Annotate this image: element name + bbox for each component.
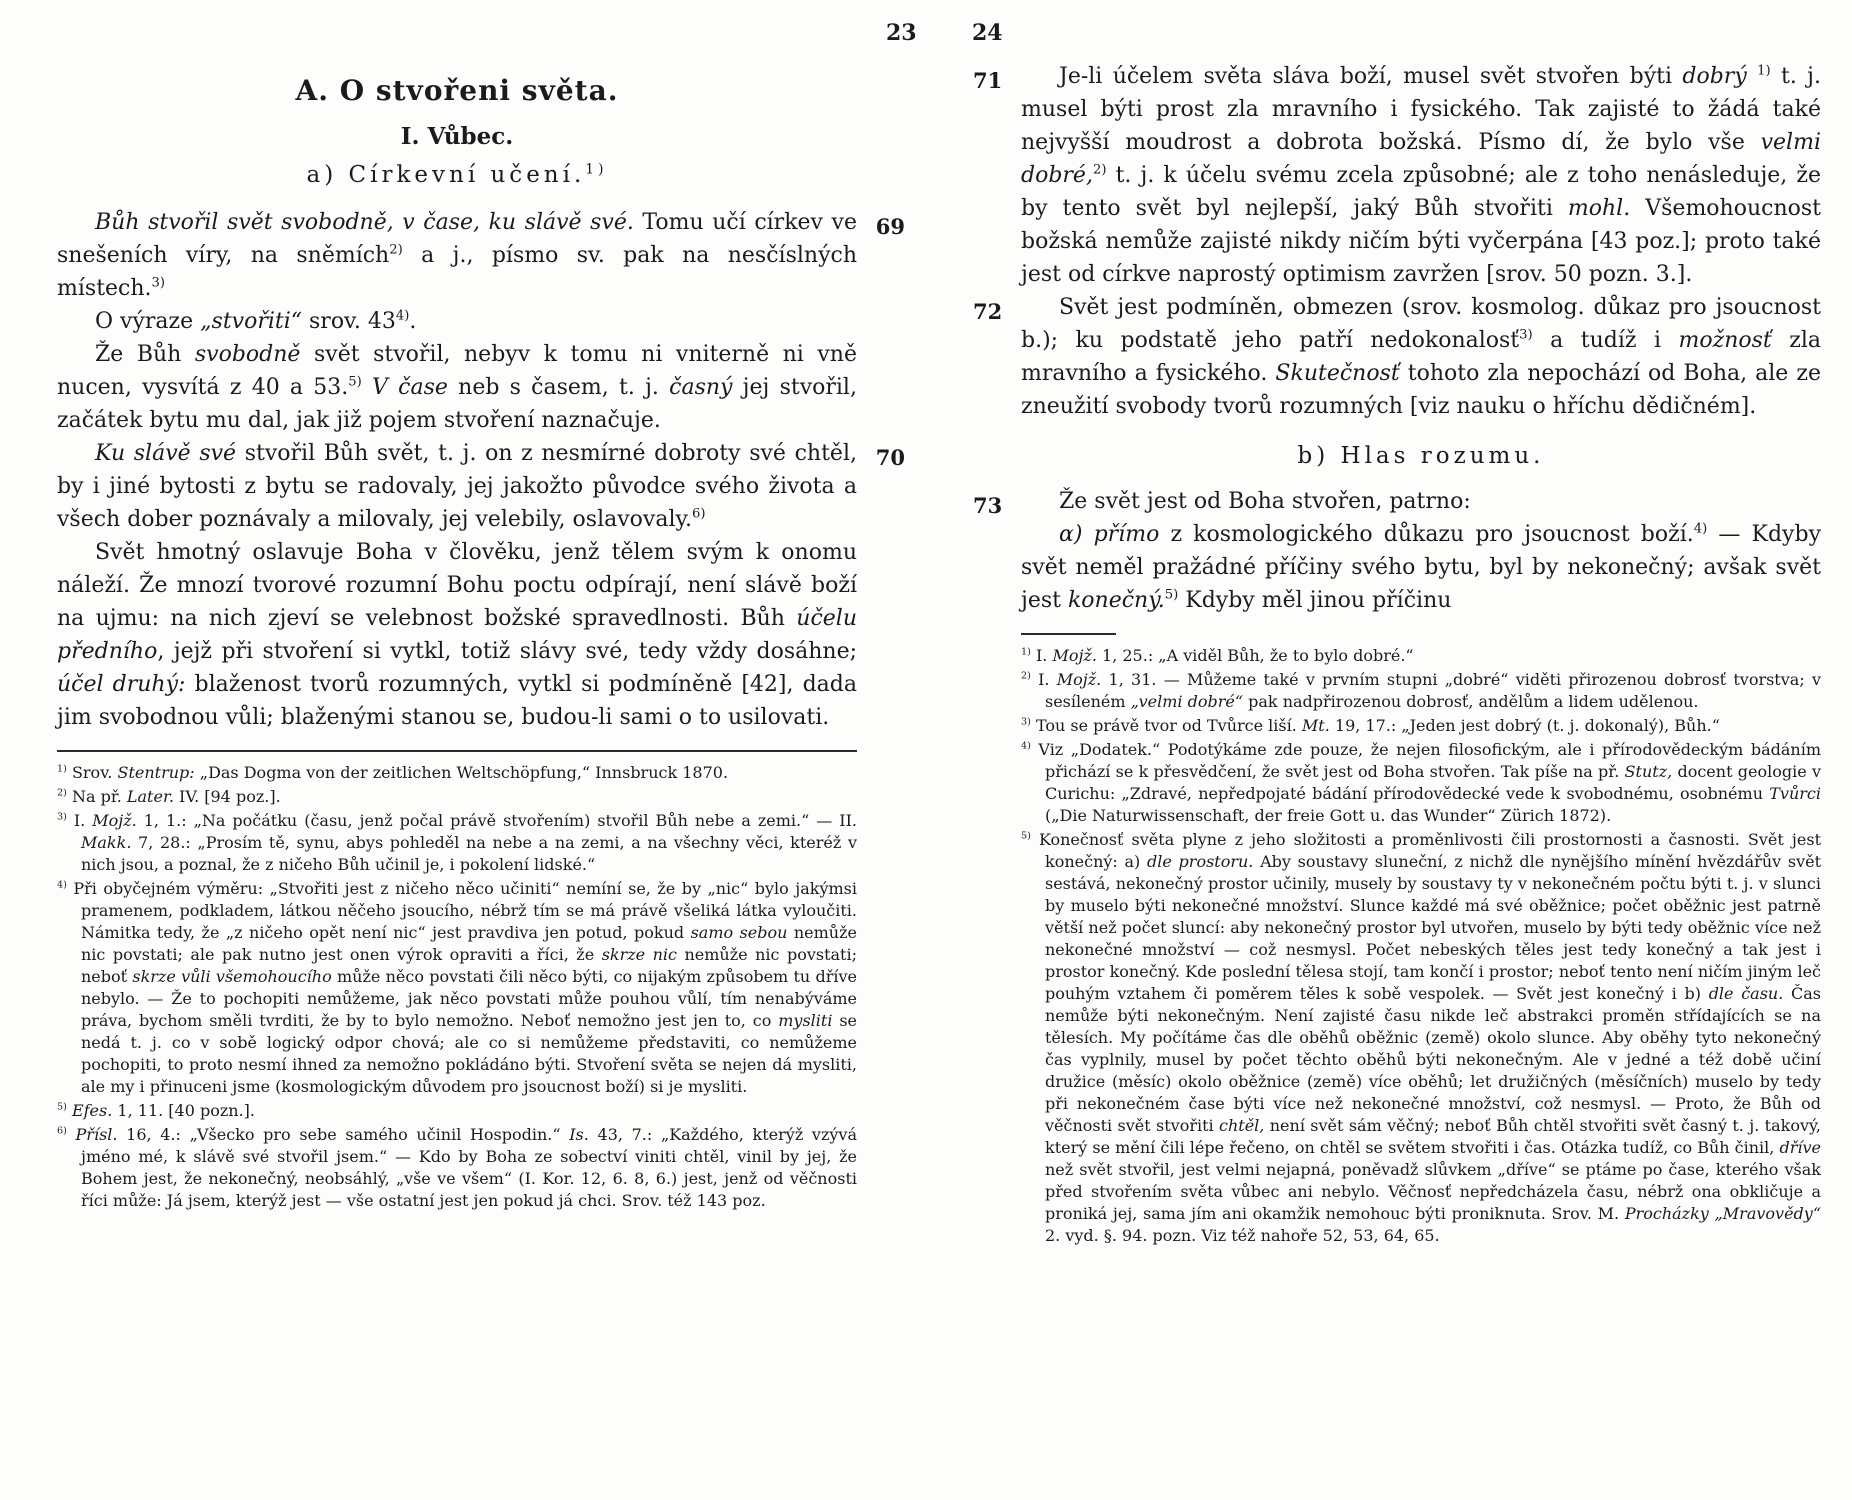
page-number-left: 23: [886, 20, 917, 46]
footnote-3: $^{3)}$ I. Mojž. 1, 1.: „Na počátku (času, jenž počal právě stvořením) stvořil Bůh nebe a zemi.“ — II. Makk. 7, 28.: „Prosím tě, synu, abys pohleděl na nebe a na zemi, a na všechny věci, kteréž v nich jsou, a poznal, že z ničeho Bůh učinil je, i pokolení lidské.“: [57, 811, 857, 874]
paragraph-text: Je-li účelem světa sláva boží, musel svět stvořen býti dobrý $^{1)}$ t. j. musel býti prost zla mravního i fysického. Tak zajisté to žádá také nejvyšší moudrost a dobrota božská. Písmo dí, že bylo vše velmi dobré,$^{2)}$ t. j. k účelu svému zcela způsobné; ale z toho nenásleduje, že by tento svět byl nejlepší, jaký Bůh stvořiti mohl. Všemohoucnost božská nemůže zajisté nikdy ničím býti vyčerpána [43 poz.]; proto také jest od církve naprostý optimism zavržen [srov. 50 pozn. 3.].: [1021, 63, 1822, 287]
footnote-1: $^{1)}$ I. Mojž. 1, 25.: „A viděl Bůh, že to bylo dobré.“: [1021, 646, 1414, 665]
footnote-4: $^{4)}$ Při obyčejném výměru: „Stvořiti jest z ničeho něco učiniti“ nemíní se, že by „nic“ bylo jakýmsi pramenem, podkladem, látkou něčeho jsoucího, nébrž tím se má právě všeliká látka vyloučiti. Námitka tedy, že „z ničeho opět není nic“ jest pravdiva jen potud, pokud samo sebou nemůže nic povstati; ale pak nutno jest onen výrok opraviti a říci, že skrze nic nemůže nic povstati; neboť skrze vůli všemohoucího může něco povstati čili něco býti, co nijakým způsobem tu dříve nebylo. — Že to pochopiti nemůžeme, jak něco povstati může pouhou vůlí, tím nenabýváme práva, bychom směli tvrditi, že by to bylo nemožno. Neboť nemožno jest jen to, co mysliti se nedá t. j. co v sobě logický odpor chová; ale co si nemůžeme představiti, co nemůžeme pochopiti, to proto nesmí ihned za nemožno pokládáno býti. Stvoření světa se nejen dá mysliti, ale my i přinuceni jsme (kosmologickým důvodem pro jsoucnost boží) si je mysliti.: [57, 879, 858, 1096]
margin-number-70: 70: [875, 445, 905, 470]
section-heading: I. Vůbec.: [400, 123, 514, 150]
footnote-1: $^{1)}$ Srov. Stentrup: „Das Dogma von der zeitlichen Weltschöpfung,“ Innsbruck 1870.: [57, 763, 729, 782]
footnote-2: $^{2)}$ Na př. Later. IV. [94 poz.].: [57, 787, 281, 806]
footnote-separator: [1021, 633, 1116, 635]
paragraph-text: Svět jest podmíněn, obmezen (srov. kosmolog. důkaz pro jsoucnost b.); ku podstatě jeho patří nedokonalosť$^{3)}$ a tudíž i možnosť zla mravního a fysického. Skutečnosť tohoto zla nepochází od Boha, ale ze zneužití svobody tvorů rozumných [viz nauku o hříchu dědičném].: [1021, 295, 1821, 419]
paragraph-73: [973, 485, 1821, 518]
footnotes-right: [1021, 645, 1821, 1247]
paragraph-72: [973, 291, 1821, 423]
chapter-title: A. O stvořeni světa.: [295, 74, 619, 107]
subsection-heading-b: b) Hlas rozumu.: [1297, 443, 1545, 469]
paragraph: [57, 305, 857, 338]
paragraph-text: α) přímo z kosmologického důkazu pro jsoucnost boží.$^{4)}$ — Kdyby svět neměl pražádné příčiny svého bytu, byl by nekonečný; avšak svět jest konečný.$^{5)}$ Kdyby měl jinou příčinu: [1021, 521, 1821, 613]
paragraph-71: [973, 60, 1822, 291]
paragraph-text: Bůh stvořil svět svobodně, v čase, ku slávě své. Tomu učí církev ve snešeních víry, na sněmích$^{2)}$ a j., písmo sv. pak na nesčíslných místech.$^{3)}$: [57, 210, 857, 301]
footnote-separator: [57, 750, 857, 752]
paragraph-text: Ku slávě své stvořil Bůh svět, t. j. on z nesmírné dobroty své chtěl, by i jiné bytosti z bytu se radovaly, jej jakožto původce svého života a všech dober poznávaly a milovaly, jej velebily, oslavovaly.$^{6)}$: [57, 441, 857, 532]
footnote-5: $^{5)}$ Konečnosť světa plyne z jeho složitosti a proměnlivosti čili prostornosti a časnosti. Svět jest konečný: a) dle prostoru. Aby soustavy sluneční, z nichž dle nynějšího mínění hvězdářův svět sestává, nekonečný prostor učinily, musely by soustavy ty v nekonečném počtu býti t. j. v slunci by muselo býti nekonečné množství. Slunce každé má své oběžnice; počet oběžnic jest patrně větší než počet sluncí: aby nekonečný prostor byl utvořen, muselo by býti tedy oběžnic více než nekonečné množství — což nesmysl. Počet nebeských těles jest tedy konečný a tak jest i prostor konečný. Kde poslední tělesa stojí, tam končí i prostor; neboť tento není ničím jiným leč pouhým vztahem či poměrem těles k sobě vespolek. — Svět jest konečný i b) dle času. Čas nemůže býti nekonečným. Není zajisté času nikde leč abstrakci proměn střídajících se na tělesích. My počítáme čas dle oběhů oběžnic (země) okolo slunce. Aby oběhy tyto nekonečný čas vyplnily, musel by počet těchto oběhů býti nekonečným. Ale v jedné a též době učiní družice (měsíc) okolo oběžnice (země) více oběhů; let družičných (měsíčních) muselo by tedy při nekonečném čase býti více než nekonečné množství, což nesmysl. — Proto, že Bůh od věčnosti svět stvořiti chtěl, není svět sám věčný; neboť Bůh chtěl stvořiti svět časný t. j. takový, který se mění čili lépe řečeno, on chtěl se světem stvořiti i čas. Otázka tudíž, co Bůh činil, dříve než svět stvořil, jest velmi nejapná, poněvadž slůvkem „dříve“ se ptáme po čase, kterého však před stvořením světa vůbec ani nebylo. Věčnosť nepředcházela času, nébrž ona obkličuje a proniká jej, sama jím ani okamžik nemohouc býti proniknuta. Srov. M. Procházky „Mravovědy“ 2. vyd. §. 94. pozn. Viz též nahoře 52, 53, 64, 65.: [1021, 830, 1822, 1245]
margin-number-73: 73: [973, 493, 1003, 518]
paragraph-70: [57, 437, 905, 536]
page-number-right: 24: [972, 20, 1003, 46]
paragraph: [57, 338, 857, 437]
footnote-3: $^{3)}$ Tou se právě tvor od Tvůrce liší. Mt. 19, 17.: „Jeden jest dobrý (t. j. dokonalý), Bůh.“: [1021, 716, 1720, 735]
paragraph-text: O výraze „stvořiti“ srov. 43$^{4)}$.: [95, 308, 417, 334]
subsection-heading-a: a) Církevní učení.$^{1)}$: [306, 161, 608, 188]
footnote-2: $^{2)}$ I. Mojž. 1, 31. — Můžeme také v prvním stupni „dobré“ viděti přirozenou dobrosť tvorstva; v sesíleném „velmi dobré“ pak nadpřirozenou dobrosť, andělům a lidem udělenou.: [1021, 670, 1821, 711]
margin-number-69: 69: [875, 214, 905, 239]
margin-number-71: 71: [973, 68, 1003, 93]
paragraph-text: Že Bůh svobodně svět stvořil, nebyv k tomu ni vniterně ni vně nucen, vysvítá z 40 a 53.$^{5)}$ V čase neb s časem, t. j. časný jej stvořil, začátek bytu mu dal, jak již pojem stvoření naznačuje.: [57, 342, 857, 433]
margin-number-72: 72: [973, 299, 1003, 324]
footnote-5: $^{5)}$ Efes. 1, 11. [40 pozn.].: [57, 1101, 256, 1120]
footnote-4: $^{4)}$ Viz „Dodatek.“ Podotýkáme zde pouze, že nejen filosofickým, ale i přírodovědeckým bádáním přichází se k přesvědčení, že svět jest od Boha stvořen. Tak píše na př. Stutz, docent geologie v Curichu: „Zdravé, nepředpojaté bádání přírodovědecké vede k svobodnému, osobnému Tvůrci („Die Naturwissenschaft, der freie Gott u. das Wunder“ Zürich 1872).: [1021, 740, 1821, 825]
paragraph: [1021, 518, 1821, 617]
footnote-6: $^{6)}$ Přísl. 16, 4.: „Všecko pro sebe samého učinil Hospodin.“ Is. 43, 7.: „Každého, kterýž vzývá jméno mé, k slávě své stvořil jsem.“ — Kdo by Boha ze sobectví viniti chtěl, vinil by jej, že Bohem jest, že nekonečný, neobsáhlý, „vše ve všem“ (I. Kor. 12, 6. 8, 6.) jest, jenž od věčnosti říci může: Já jsem, kterýž jest — vše ostatní jest jen pokud já chci. Srov. též 143 poz.: [57, 1125, 858, 1210]
paragraph-text: Že svět jest od Boha stvořen, patrno:: [1059, 489, 1471, 514]
paragraph: [57, 536, 857, 734]
footnotes-left: [57, 762, 857, 1212]
paragraph-69: [57, 206, 905, 305]
paragraph-text: Svět hmotný oslavuje Boha v člověku, jenž tělem svým k onomu náleží. Že mnozí tvorové rozumní Bohu poctu odpírají, není slávě boží na ujmu: na nich zjeví se velebnost božské spravedlnosti. Bůh účelu předního, jejž při stvoření si vytkl, totiž slávy své, tedy vždy dosáhne; účel druhý: blaženost tvorů rozumných, vytkl si podmíněně [42], dada jim svobodnou vůli; blaženými stanou se, budou-li sami o to usilovati.: [57, 540, 857, 730]
